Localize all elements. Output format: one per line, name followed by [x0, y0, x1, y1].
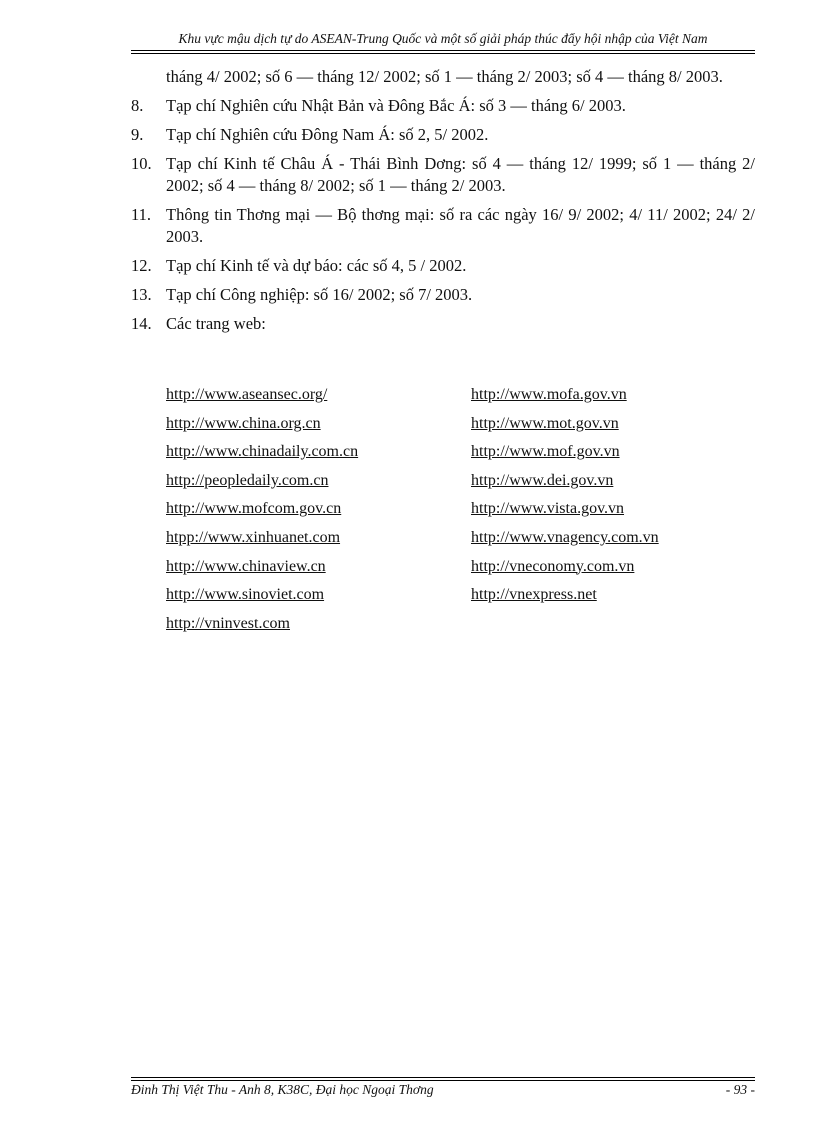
website-link[interactable]: http://www.chinadaily.com.cn: [166, 443, 359, 461]
reference-text: Tạp chí Nghiên cứu Nhật Bản và Đông Bắc Á: số 3 — tháng 6/ 2003.: [166, 96, 626, 115]
website-link[interactable]: http://www.aseansec.org/: [166, 386, 328, 403]
website-link[interactable]: http://www.vista.gov.vn: [471, 500, 625, 518]
website-link[interactable]: http://www.mot.gov.vn: [471, 414, 619, 432]
website-link[interactable]: http://www.vnagency.com.vn: [471, 528, 659, 546]
reference-item: [131, 255, 755, 277]
reference-continuation: tháng 4/ 2002; số 6 — tháng 12/ 2002; số 1 — tháng 2/ 2003; số 4 — tháng 8/ 2003.: [166, 67, 723, 86]
reference-item: [131, 153, 755, 197]
reference-number: 14.: [131, 314, 152, 333]
reference-item: [131, 95, 755, 117]
reference-text: Tạp chí Kinh tế và dự báo: các số 4, 5 / 2002.: [166, 256, 467, 275]
website-link[interactable]: http://www.mof.gov.vn: [471, 443, 620, 461]
header-divider: [131, 50, 755, 54]
website-link[interactable]: http://vnexpress.net: [471, 586, 597, 604]
website-link[interactable]: http://www.china.org.cn: [166, 414, 321, 432]
website-link[interactable]: http://vneconomy.com.vn: [471, 557, 635, 575]
reference-text: Các trang web:: [166, 314, 266, 333]
website-link[interactable]: http://peopledaily.com.cn: [166, 471, 329, 489]
running-header: Khu vực mậu dịch tự do ASEAN-Trung Quốc và một số giải pháp thúc đẩy hội nhập của Việt Nam: [178, 31, 708, 46]
website-link[interactable]: http://vninvest.com: [166, 614, 290, 632]
reference-item: [131, 124, 755, 146]
reference-text: Tạp chí Kinh tế Châu Á - Thái Bình Dơng: số 4 — tháng 12/ 1999; số 1 — tháng 2/ 2002; số 4 — tháng 8/ 2002; số 1 — tháng 2/ 2003.: [166, 154, 755, 195]
reference-item: [131, 284, 755, 306]
page-number: - 93 -: [725, 1082, 755, 1097]
reference-text: Tạp chí Công nghiệp: số 16/ 2002; số 7/ 2003.: [166, 285, 473, 304]
website-link[interactable]: http://www.dei.gov.vn: [471, 471, 614, 489]
reference-number: 13.: [131, 285, 152, 304]
reference-item: [131, 313, 755, 335]
website-link[interactable]: http://www.mofcom.gov.cn: [166, 500, 342, 518]
website-link[interactable]: http://www.sinoviet.com: [166, 586, 325, 604]
reference-item: [131, 204, 755, 248]
reference-number: 12.: [131, 256, 152, 275]
website-link[interactable]: http://www.chinaview.cn: [166, 557, 326, 575]
footer-divider: [131, 1077, 755, 1081]
reference-text: Tạp chí Nghiên cứu Đông Nam Á: số 2, 5/ 2002.: [166, 125, 489, 144]
reference-number: 10.: [131, 154, 152, 173]
reference-number: 11.: [131, 205, 152, 224]
reference-number: 9.: [131, 125, 144, 144]
website-link[interactable]: htpp://www.xinhuanet.com: [166, 528, 341, 546]
reference-text: Thông tin Thơng mại — Bộ thơng mại: số ra các ngày 16/ 9/ 2002; 4/ 11/ 2002; 24/ 2/ 2003.: [166, 205, 755, 246]
website-column-left: [166, 386, 358, 643]
website-link[interactable]: http://www.mofa.gov.vn: [471, 386, 627, 403]
website-column-right: [471, 386, 659, 615]
reference-list: [131, 66, 755, 342]
reference-number: 8.: [131, 96, 144, 115]
footer-author: Đinh Thị Việt Thu - Anh 8, K38C, Đại học Ngoại Thơng: [131, 1082, 434, 1097]
